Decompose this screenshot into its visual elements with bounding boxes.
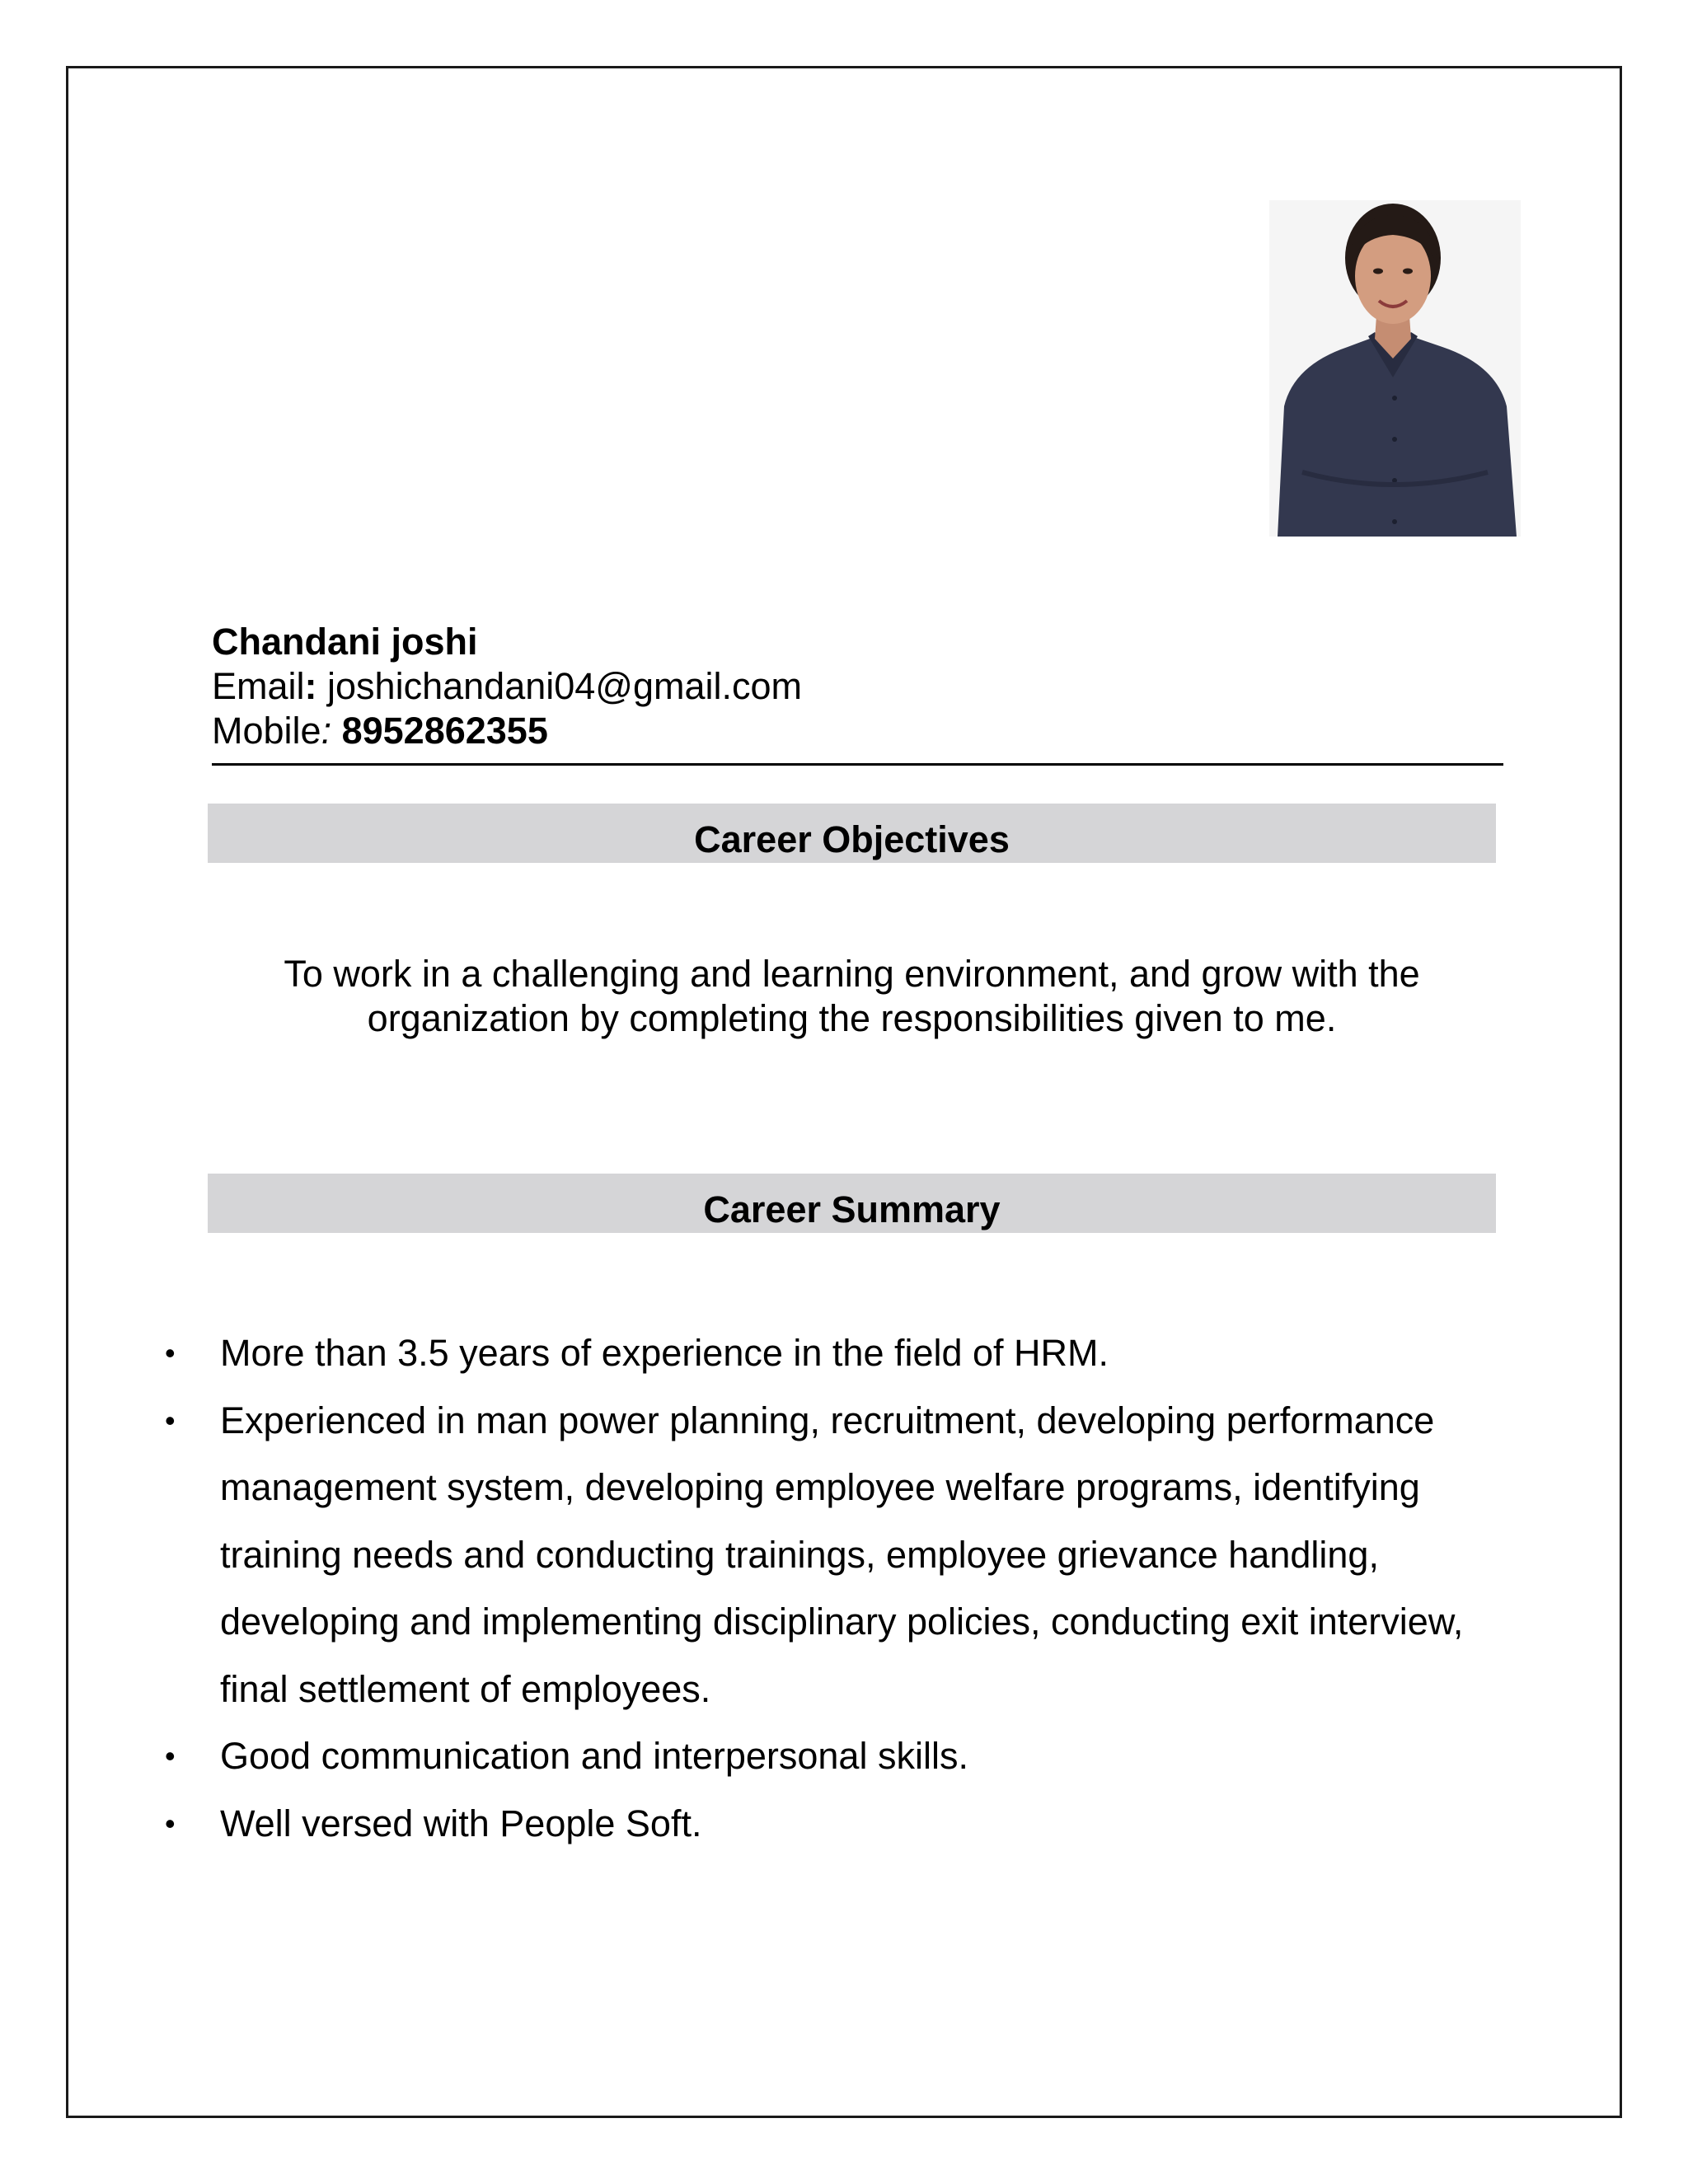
summary-item-text: Well versed with People Soft. bbox=[220, 1802, 702, 1844]
summary-item-text: More than 3.5 years of experience in the field of HRM. bbox=[220, 1332, 1109, 1374]
header-divider bbox=[212, 763, 1503, 766]
career-summary-heading: Career Summary bbox=[208, 1174, 1496, 1233]
summary-item bbox=[165, 1319, 1500, 1387]
summary-item-text: Good communication and interpersonal skills. bbox=[220, 1735, 968, 1777]
objective-line-2: organization by completing the responsibilities given to me. bbox=[367, 997, 1337, 1039]
candidate-name: Chandani joshi bbox=[212, 621, 478, 663]
objective-line-1: To work in a challenging and learning environment, and grow with the bbox=[284, 953, 1420, 995]
mobile-value: 8952862355 bbox=[331, 710, 548, 752]
summary-item bbox=[165, 1722, 1500, 1790]
summary-item bbox=[165, 1387, 1500, 1723]
profile-photo-image bbox=[1269, 200, 1521, 537]
mobile-label: Mobile bbox=[212, 710, 321, 752]
summary-item-text: Experienced in man power planning, recruitment, developing performance management system, developing employee welfare programs, identifying training needs and conducting trainings, employee grievance handling, developing and implementing disciplinary policies, conducting exit interview, final settlement of employees. bbox=[220, 1399, 1464, 1710]
contact-block bbox=[212, 620, 802, 753]
bullet-icon: • bbox=[165, 1739, 176, 1773]
summary-item bbox=[165, 1790, 1500, 1858]
career-summary-list bbox=[165, 1319, 1500, 1857]
email-value: joshichandani04@gmail.com bbox=[316, 665, 803, 707]
mobile-line bbox=[212, 709, 802, 753]
career-objectives-heading: Career Objectives bbox=[208, 804, 1496, 863]
email-separator: : bbox=[304, 665, 317, 707]
bullet-icon: • bbox=[165, 1806, 176, 1840]
career-objective-text bbox=[208, 952, 1496, 1041]
bullet-icon: • bbox=[165, 1403, 176, 1437]
email-label: Email bbox=[212, 665, 305, 707]
email-line bbox=[212, 664, 802, 709]
mobile-separator: : bbox=[321, 710, 332, 752]
profile-photo bbox=[1269, 200, 1521, 537]
bullet-icon: • bbox=[165, 1336, 176, 1370]
